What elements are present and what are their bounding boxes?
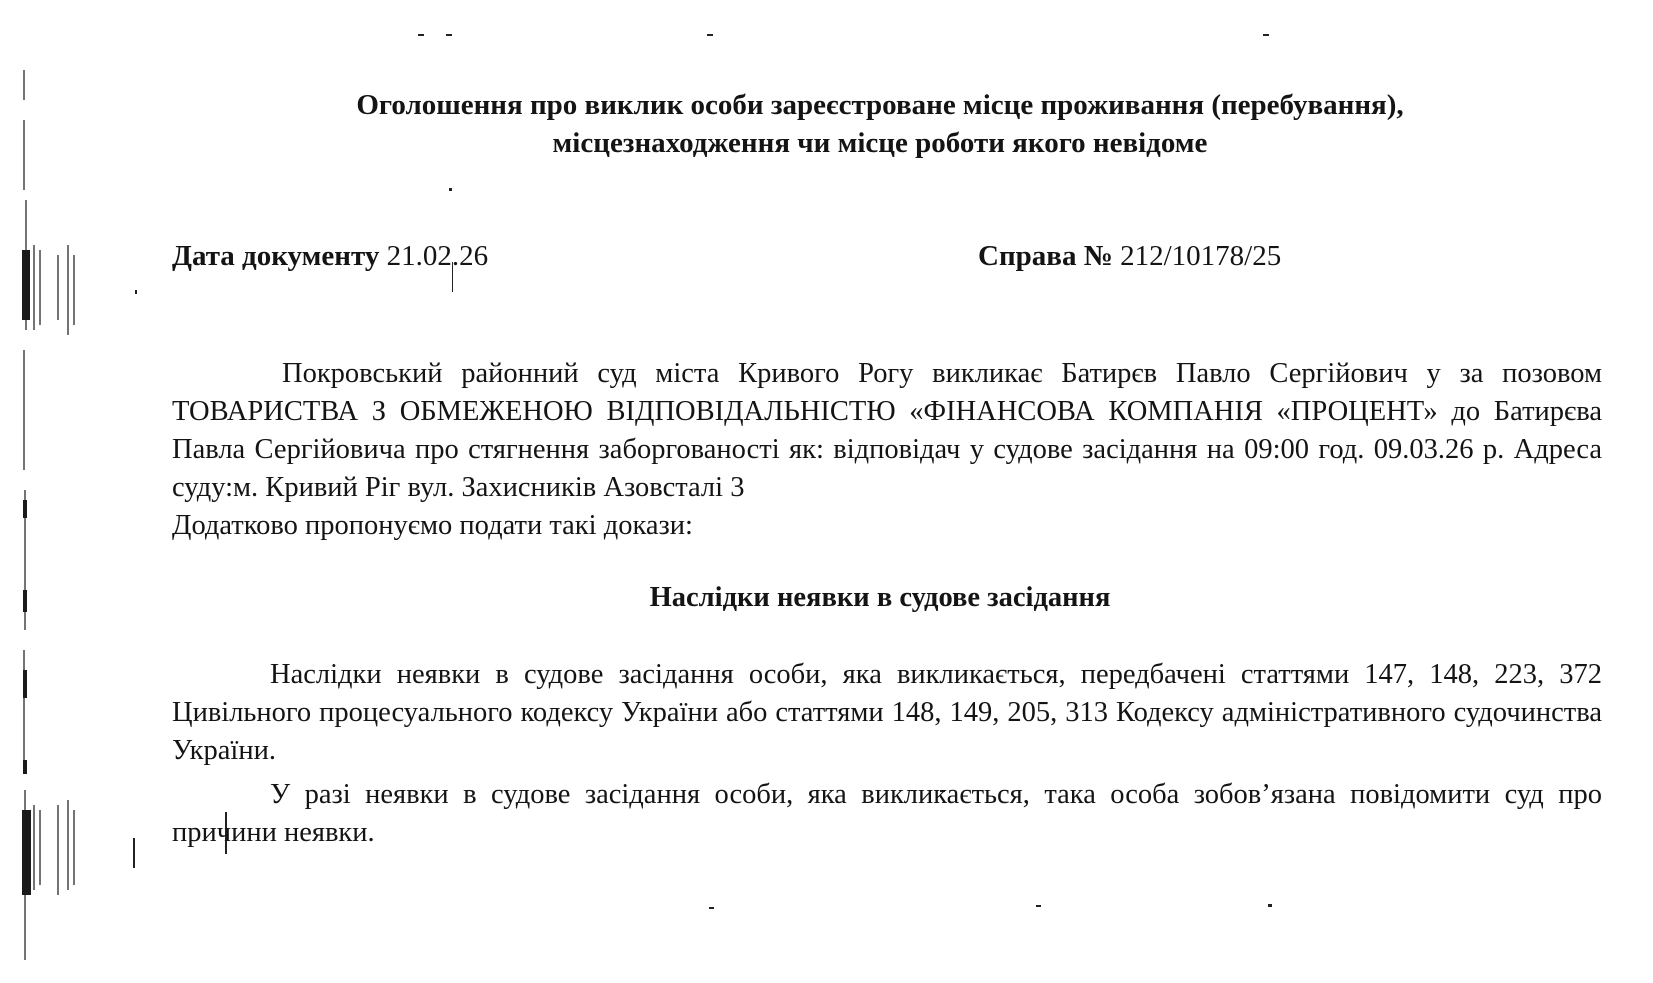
case-number-label: Справа № <box>978 240 1113 272</box>
consequences-paragraph: Наслідки неявки в судове засідання особи, яка викликається, передбачені статтями 147, 148, 223, 372 Цивільного процесуального кодексу України або статтями 148, 149, 205, 313 Кодексу адміністративного судочинства України. <box>172 659 1602 766</box>
additional-evidence-line: Додатково пропонуємо подати такі докази: <box>172 510 693 541</box>
scan-speck <box>133 838 135 868</box>
scan-speck <box>449 188 452 191</box>
scan-speck <box>135 290 137 294</box>
summons-paragraph: Покровський районний суд міста Кривого Рогу викликає Батирєв Павло Сергійович у за позовом ТОВАРИСТВА З ОБМЕЖЕНОЮ ВІДПОВІДАЛЬНІСТЮ «ФІНАНСОВА КОМПАНІЯ «ПРОЦЕНТ» до Батирєва Павла Сергійовича про стягнення заборгованості як: відповідач у судове засідання на 09:00 год. 09.03.26 р. Адреса суду:м. Кривий Ріг вул. Захисників Азовсталі 3 <box>172 358 1602 503</box>
case-number-value: 212/10178/25 <box>1120 240 1282 272</box>
scan-speck <box>1036 905 1041 907</box>
scan-speck <box>418 34 424 36</box>
scan-speck <box>1263 34 1269 36</box>
case-number <box>978 240 1281 273</box>
scan-edge-artifact <box>22 70 82 970</box>
scan-speck <box>1268 904 1272 907</box>
title-line-2: місцезнаходження чи місце роботи якого невідоме <box>552 127 1208 159</box>
notification-duty-paragraph: У разі неявки в судове засідання особи, яка викликається, така особа зобов’язана повідомити суд про причини неявки. <box>172 779 1602 848</box>
document-date-value: 21.02.26 <box>386 240 489 272</box>
document-date <box>172 240 488 273</box>
document-date-label: Дата документу <box>172 240 380 272</box>
scan-speck <box>707 34 713 36</box>
scan-speck <box>709 907 714 909</box>
scan-speck <box>446 34 452 36</box>
title-line-1: Оголошення про виклик особи зареєстроване місце проживання (перебування), <box>356 89 1404 121</box>
consequences-heading: Наслідки неявки в судове засідання <box>649 582 1111 613</box>
document-title <box>160 86 1600 162</box>
